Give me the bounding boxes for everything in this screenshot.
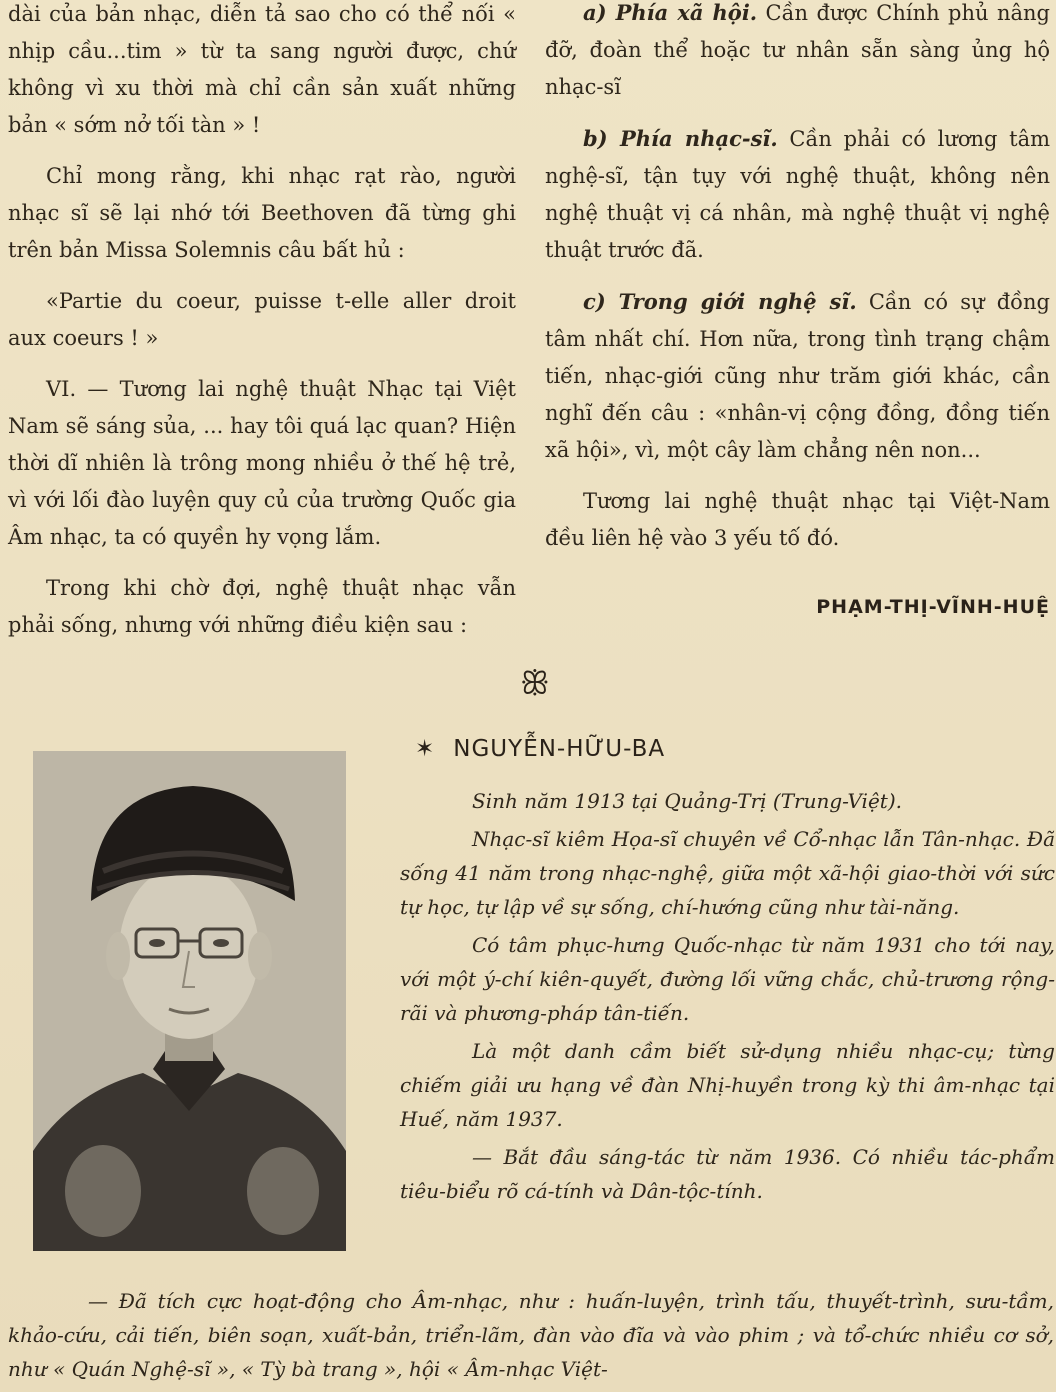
condition-c: [545, 283, 1050, 469]
paragraph: Chỉ mong rằng, khi nhạc rạt rào, người nhạc sĩ sẽ lại nhớ tới Beethoven đã từng ghi trên bản Missa Solemnis câu bất hủ :: [8, 164, 516, 262]
portrait-photo: [33, 751, 346, 1251]
condition-a: [545, 0, 1050, 106]
ornament-icon: ꕥ: [520, 664, 550, 702]
closing-paragraph: Tương lai nghệ thuật nhạc tại Việt-Nam đều liên hệ vào 3 yếu tố đó.: [545, 489, 1050, 550]
condition-c-text: Cần có sự đồng tâm nhất chí. Hơn nữa, trong tình trạng chậm tiến, nhạc-giới cũng như trăm giới khác, cần nghĩ đến câu : «nhân-vị cộng đồng, đồng tiến xã hội», vì, một cây làm chẳng nên non...: [545, 290, 1050, 462]
condition-b-heading: b) Phía nhạc-sĩ.: [583, 126, 778, 151]
bio-name: NGUYỄN-HỮU-BA: [453, 736, 666, 762]
bio-paragraph: Nhạc-sĩ kiêm Họa-sĩ chuyên về Cổ-nhạc lẫn Tân-nhạc. Đã sống 41 năm trong nhạc-nghệ, giữa một xã-hội giao-thời với sức tự học, tự lập về sự sống, chí-hướng cũng như tài-năng.: [400, 827, 1055, 919]
left-column: [8, 0, 516, 658]
condition-b-text: Cần phải có lương tâm nghệ-sĩ, tận tụy với nghệ thuật, không nên nghệ thuật vị cá nhân, mà nghệ thuật vị nghệ thuật trước đã.: [545, 127, 1050, 262]
bio-paragraph: Là một danh cầm biết sử-dụng nhiều nhạc-cụ; từng chiếm giải ưu hạng về đàn Nhị-huyền trong kỳ thi âm-nhạc tại Huế, năm 1937.: [400, 1039, 1055, 1131]
condition-a-heading: a) Phía xã hội.: [583, 0, 758, 25]
bio-continuation: [8, 1284, 1054, 1386]
author-signature: PHẠM-THỊ-VĨNH-HUỆ: [816, 596, 1050, 618]
portrait-illustration: [33, 751, 346, 1251]
quote-paragraph: «Partie du coeur, puisse t-elle aller droit aux coeurs ! »: [8, 289, 516, 350]
bio-paragraph: Sinh năm 1913 tại Quảng-Trị (Trung-Việt).: [472, 789, 902, 813]
bio-heading: [415, 736, 665, 762]
paragraph: Trong khi chờ đợi, nghệ thuật nhạc vẫn phải sống, nhưng với những điều kiện sau :: [8, 576, 516, 637]
bio-text: [400, 784, 1055, 1212]
paragraph: dài của bản nhạc, diễn tả sao cho có thể nối « nhịp cầu...tim » từ ta sang người được, chứ không vì xu thời mà chỉ cần sản xuất những bản « sớm nở tối tàn » !: [8, 2, 516, 137]
condition-c-heading: c) Trong giới nghệ sĩ.: [583, 289, 857, 314]
star-icon: ✶: [415, 736, 436, 762]
condition-b: [545, 120, 1050, 269]
right-column: [545, 0, 1050, 571]
paragraph: VI. — Tương lai nghệ thuật Nhạc tại Việt Nam sẽ sáng sủa, ... hay tôi quá lạc quan? Hiện thời dĩ nhiên là trông mong nhiều ở thế hệ trẻ, vì với lối đào luyện quy củ của trường Quốc gia Âm nhạc, ta có quyền hy vọng lắm.: [8, 377, 516, 549]
bio-paragraph: — Đã tích cực hoạt-động cho Âm-nhạc, như : huấn-luyện, trình tấu, thuyết-trình, sưu-tầm, khảo-cứu, cải tiến, biên soạn, xuất-bản, triển-lãm, đàn vào đĩa và vào phim ; và tổ-chức nhiều cơ sở, như « Quán Nghệ-sĩ », « Tỳ bà trang », hội « Âm-nhạc Việt-: [8, 1289, 1054, 1381]
condition-a-text: Cần được Chính phủ nâng đỡ, đoàn thể hoặc tư nhân sẵn sàng ủng hộ nhạc-sĩ: [545, 1, 1051, 99]
bio-paragraph: Có tâm phục-hưng Quốc-nhạc từ năm 1931 cho tới nay, với một ý-chí kiên-quyết, đường lối vững chắc, chủ-trương rộng-rãi và phương-pháp tân-tiến.: [400, 933, 1055, 1025]
bio-paragraph: — Bắt đầu sáng-tác từ năm 1936. Có nhiều tác-phẩm tiêu-biểu rõ cá-tính và Dân-tộc-tính.: [400, 1145, 1055, 1203]
